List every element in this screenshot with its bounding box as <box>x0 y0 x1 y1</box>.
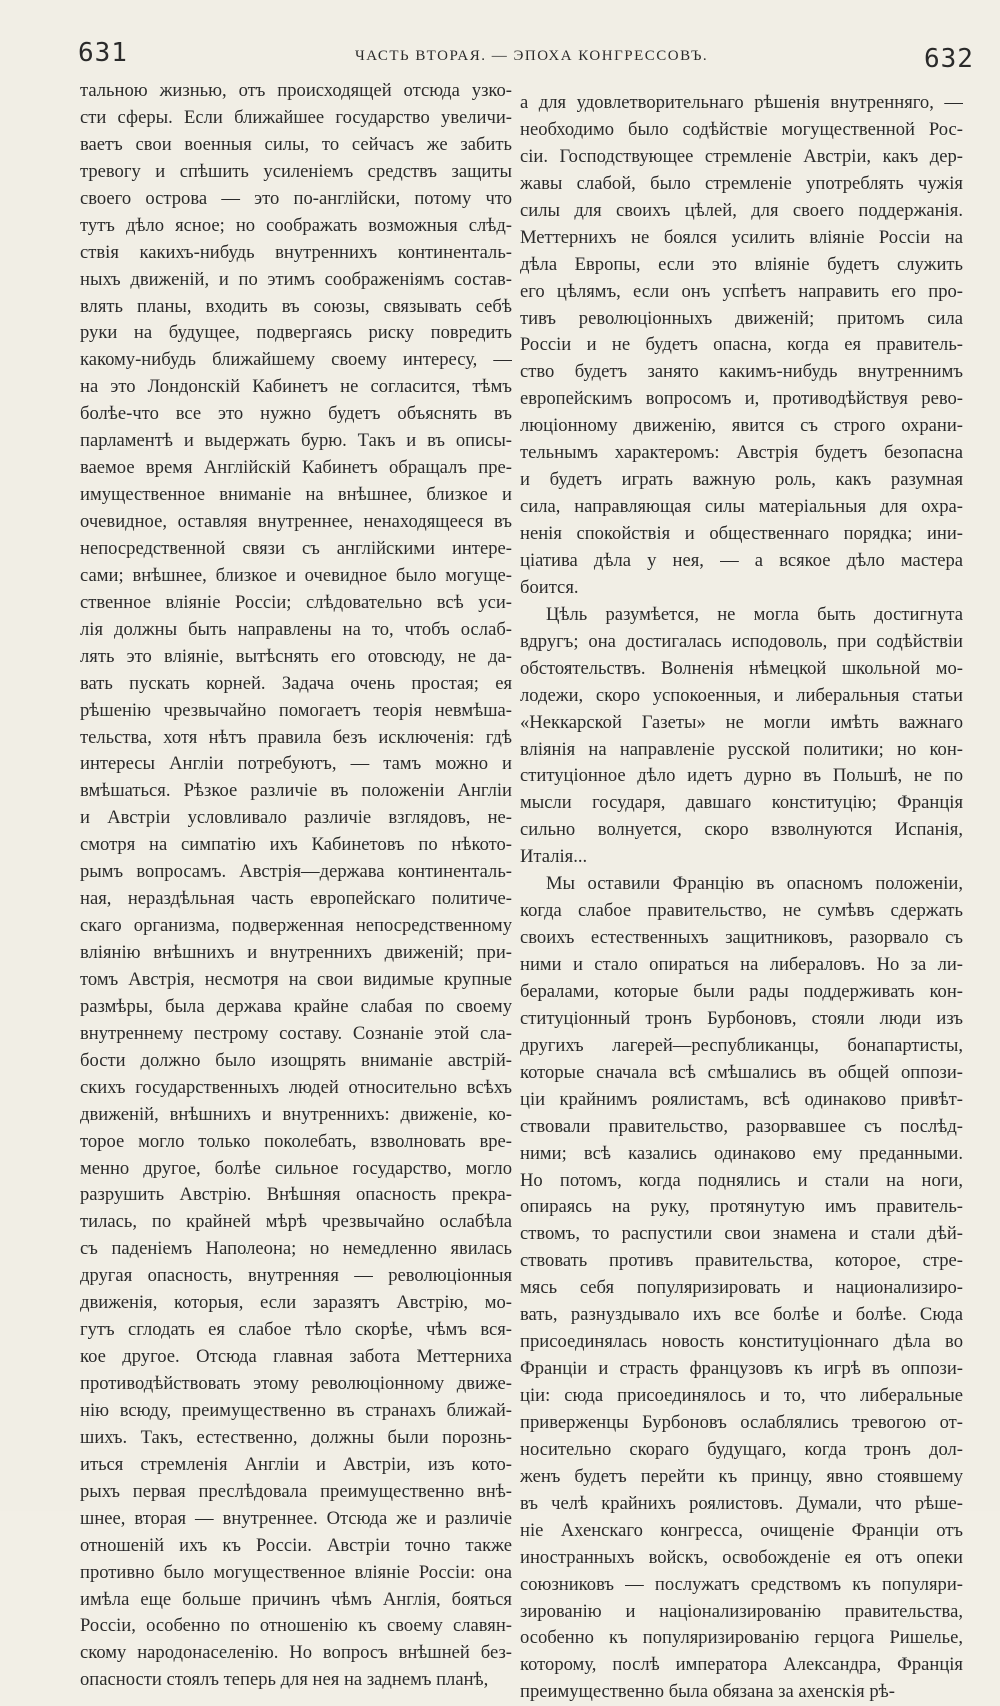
text-line: парламентѣ и выдержать бурю. Такъ и въ описы- <box>80 430 512 452</box>
text-line: скаго организма, подверженная непосредственному <box>80 915 512 937</box>
running-title: ЧАСТЬ ВТОРАЯ. — ЭПОХА КОНГРЕССОВЪ. <box>355 48 709 64</box>
text-line: особенно къ популяризированію герцога Ришелье, <box>520 1627 963 1649</box>
text-line: когда слабое правительство, не сумѣвъ сдержать <box>520 900 963 922</box>
text-line: тревогу и спѣшить усиленіемъ средствъ защиты <box>80 160 512 182</box>
text-line: вать пускать корней. Задача очень простая; ея <box>80 672 512 694</box>
text-line: женъ будетъ перейти къ принцу, явно стоявшему <box>520 1465 963 1487</box>
text-line: ненія спокойствія и общественнаго порядка; ини- <box>520 523 963 544</box>
text-line: движенія, которыя, если заразятъ Австрію, мо- <box>80 1292 512 1314</box>
text-line: ними; всѣ казались одинаково ему преданными. <box>520 1142 963 1164</box>
text-line: нію всюду, преимущественно въ странахъ ближай- <box>80 1399 512 1421</box>
text-line: обстоятельствъ. Волненія нѣмецкой школьной мо- <box>520 657 963 679</box>
text-line: руки на будущее, подвергаясь риску повредить <box>80 322 512 344</box>
text-line: жавы слабой, было стремленіе употреблять чужія <box>520 172 963 194</box>
text-line: ціи: сюда присоединялось и то, что либеральные <box>520 1385 963 1406</box>
text-line: зированію и націонализированію правительства, <box>520 1600 963 1622</box>
text-line: непосредственной связи съ англійскими интере- <box>80 537 512 559</box>
text-line: вліянія на направленіе русской политики; но кон- <box>520 738 963 760</box>
page-header <box>0 0 1000 80</box>
text-line: ная, нераздѣльная часть европейскаго политиче- <box>80 888 512 910</box>
text-line: сами; внѣшнее, близкое и очевидное было могуще- <box>80 564 512 586</box>
text-line: другая опасность, внутренняя — революціонныя <box>80 1265 512 1287</box>
text-line: тельства, хотя нѣтъ правила безъ исключенія: гдѣ <box>80 726 512 748</box>
text-line: своего острова — это по-англійски, потому что <box>80 187 512 209</box>
text-line: его цѣлямъ, если онъ успѣетъ направить его про- <box>520 280 963 302</box>
text-line: съ паденіемъ Наполеона; но немедленно явилась <box>80 1238 512 1260</box>
text-line: иностранныхъ войскъ, освобожденіе ея отъ опеки <box>520 1546 963 1568</box>
text-line: тутъ дѣло ясное; но соображать возможныя слѣд- <box>80 214 512 236</box>
text-line: разрушить Австрію. Внѣшняя опасность прекра- <box>80 1184 512 1206</box>
text-line: тилась, по крайней мѣрѣ чрезвычайно ослабѣла <box>80 1211 512 1233</box>
text-line: ственное вліяніе Россіи; слѣдовательно всѣ уси- <box>80 591 512 613</box>
text-line: скихъ государственныхъ людей относительно всѣхъ <box>80 1076 512 1098</box>
text-line: Меттернихъ не боялся усилить вліяніе Россіи на <box>520 226 963 248</box>
text-line: торое могло только поколебать, взволновать вре- <box>80 1130 512 1152</box>
text-line: которые сначала всѣ смѣшались въ общей оппози- <box>520 1061 963 1083</box>
text-line: приверженцы Бурбоновъ ослаблялись тревогою от- <box>520 1411 963 1433</box>
page-number-left: 631 <box>78 38 128 68</box>
text-line: размѣры, была держава крайне слабая по своему <box>80 995 512 1017</box>
text-line: кое другое. Отсюда главная забота Меттерниха <box>80 1346 512 1368</box>
text-line: бералами, которые были рады поддерживать кон- <box>520 980 963 1002</box>
text-line: силы для своихъ цѣлей, для своего поддержанія. <box>520 199 963 221</box>
text-line: мысли государя, давшаго конституцію; Франція <box>520 792 963 814</box>
text-line: Россіи, особенно по отношенію къ своему славян- <box>80 1615 512 1637</box>
text-line: носительно скораго будущаго, когда тронъ дол- <box>520 1438 963 1460</box>
text-line: скому народонаселенію. Но вопросъ внѣшней без- <box>80 1642 512 1664</box>
text-line: шнее, вторая — внутреннее. Отсюда же и различіе <box>80 1507 512 1529</box>
text-line: бости должно было изощрять вниманіе австрій- <box>80 1049 512 1071</box>
text-line: ваетъ свои военныя силы, то сейчасъ же забить <box>80 133 512 155</box>
text-line: Цѣль разумѣется, не могла быть достигнута <box>546 603 963 625</box>
text-line: Мы оставили Францію въ опасномъ положеніи, <box>546 873 963 895</box>
text-line: сти сферы. Если ближайшее государство увеличи- <box>80 106 512 128</box>
text-line: Италія... <box>520 846 588 868</box>
text-line: дѣла Европы, если это вліяніе будетъ служить <box>520 253 963 275</box>
text-line: тельнымъ характеромъ: Австрія будетъ безопасна <box>520 442 963 464</box>
text-line: шихъ. Такъ, естественно, должны были порознь- <box>80 1426 512 1448</box>
text-line: вать, разнуздывало ихъ все болѣе и болѣе. Сюда <box>520 1304 963 1326</box>
text-line: европейскимъ вопросомъ и, противодѣйствуя рево- <box>520 388 963 410</box>
text-line: влять планы, входить въ союзы, связывать себѣ <box>80 295 512 317</box>
text-line: ціатива дѣла у нея, — а всякое дѣло мастера <box>520 549 963 571</box>
text-line: ституціонное дѣло идетъ дурно въ Польшѣ, не по <box>520 765 963 787</box>
text-line: союзниковъ — послужатъ средствомъ къ популяри- <box>520 1573 963 1595</box>
text-line: рыхъ первая преслѣдовала преимущественно внѣ- <box>80 1480 512 1502</box>
text-line: рѣшенію чрезвычайно помогаетъ теорія невмѣша- <box>80 699 512 721</box>
text-line: Франціи и страсть французовъ къ игрѣ въ оппози- <box>520 1358 963 1380</box>
text-line: томъ Австрія, несмотря на свои видимые крупные <box>80 968 512 990</box>
text-line: ствовали правительство, разорвавшее съ послѣд- <box>520 1115 963 1137</box>
text-line: лять это вліяніе, вытѣснять его отовсюду, не да- <box>80 645 512 667</box>
text-line: люціонному движенію, явится съ строго охрани- <box>520 415 963 437</box>
text-line: болѣе-что все это нужно будетъ объяснять въ <box>80 403 512 425</box>
text-line: на это Лондонскій Кабинетъ не согласится, тѣмъ <box>80 376 512 398</box>
text-line: мясь себя популяризировать и национализиро- <box>520 1277 963 1299</box>
text-line: тальною жизнью, отъ происходящей отсюда узко- <box>80 80 512 101</box>
text-line: лія должны быть направлены на то, чтобъ ослаб- <box>80 618 512 640</box>
text-line: гутъ сглодать ея слабое тѣло скорѣе, чѣмъ вся- <box>80 1319 512 1341</box>
text-line: и Австріи условливало различіе взглядовъ, не- <box>80 807 512 829</box>
text-line: менно другое, болѣе сильное государство, могло <box>80 1157 512 1179</box>
text-line: а для удовлетворительнаго рѣшенія внутренняго, — <box>520 92 963 113</box>
text-line: присоединялась новость конституціоннаго дѣла во <box>520 1331 963 1353</box>
text-line: ними и стало опираться на либераловъ. Но за ли- <box>520 954 963 975</box>
text-line: ціи крайнимъ роялистамъ, всѣ одинаково привѣт- <box>520 1088 963 1110</box>
text-line: ныхъ движеній, и по этимъ соображеніямъ состав- <box>80 268 512 290</box>
text-line: очевидное, оставляя внутреннее, ненаходящееся въ <box>80 511 512 532</box>
text-line: и будетъ играть важную роль, какъ разумная <box>520 469 963 491</box>
text-line: ваемое время Англійскій Кабинетъ обращалъ пре- <box>80 457 512 479</box>
text-line: интересы Англіи потребуютъ, — тамъ можно и <box>80 753 512 775</box>
text-line: другихъ лагерей—республиканцы, бонапартисты, <box>520 1034 963 1056</box>
text-line: «Неккарской Газеты» не могли имѣть важнаго <box>520 711 963 733</box>
text-line: ствія какихъ-нибудь внутреннихъ континенталь- <box>80 241 512 263</box>
text-line: ніе Ахенскаго конгресса, очищеніе Франціи отъ <box>520 1519 963 1541</box>
text-line: ство будетъ занято какимъ-нибудь внутреннимъ <box>520 361 963 383</box>
text-line: боится. <box>520 576 579 598</box>
text-line: смотря на симпатію ихъ Кабинетовъ по нѣкото- <box>80 834 512 856</box>
text-line: сильно волнуется, скоро взволнуются Испанія, <box>520 819 963 841</box>
left-column <box>80 78 512 1694</box>
right-column <box>520 90 963 1706</box>
page-number-right: 632 <box>924 44 974 74</box>
text-line: преимущественно была обязана за ахенскія рѣ- <box>520 1681 895 1703</box>
text-line: сіи. Господствующее стремленіе Австріи, какъ дер- <box>520 145 963 167</box>
text-line: опасности стоялъ теперь для нея на заднемъ планѣ, <box>80 1669 489 1691</box>
text-line: лодежи, скоро успокоенныя, и либеральныя статьи <box>520 684 963 706</box>
text-line: которому, послѣ императора Александра, Франція <box>520 1654 963 1676</box>
text-line: своихъ естественныхъ защитниковъ, разорвало съ <box>520 927 963 949</box>
text-line: противодѣйствовать этому революціонному движе- <box>80 1373 512 1394</box>
text-line: вмѣшаться. Рѣзкое различіе въ положеніи Англіи <box>80 780 512 802</box>
text-line: въ челѣ крайнихъ роялистовъ. Думали, что рѣше- <box>520 1492 963 1514</box>
text-line: внутреннему пестрому составу. Сознаніе этой сла- <box>80 1022 512 1044</box>
text-line: вліянію внѣшнихъ и внутреннихъ движеній; при- <box>80 942 512 963</box>
text-line: имущественное вниманіе на внѣшнее, близкое и <box>80 484 512 506</box>
text-line: рымъ вопросамъ. Австрія—держава континенталь- <box>80 861 512 883</box>
text-line: ствомъ, то распустили свои знамена и стали дѣй- <box>520 1223 963 1245</box>
text-line: имѣла еще больше причинъ чѣмъ Англія, бояться <box>80 1588 512 1610</box>
text-line: ствовать противъ правительства, которое, стре- <box>520 1250 963 1272</box>
text-line: противно было могущественное вліяніе Россіи: она <box>80 1561 512 1583</box>
text-line: отношеній ихъ къ Россіи. Австріи точно также <box>80 1534 512 1556</box>
text-line: вдругъ; она достигалась исподоволь, при содѣйствіи <box>520 630 963 652</box>
text-line: движеній, внѣшнихъ и внутреннихъ: движеніе, ко- <box>80 1103 512 1125</box>
text-line: ституціонный тронъ Бурбоновъ, стояли люди изъ <box>520 1007 963 1029</box>
text-line: сила, направляющая силы матеріальныя для охра- <box>520 496 963 518</box>
text-line: тивъ революціонныхъ движеній; притомъ сила <box>520 307 963 329</box>
text-line: какому-нибудь ближайшему своему интересу, — <box>80 349 512 371</box>
text-line: Но потомъ, когда поднялись и стали на ноги, <box>520 1169 963 1191</box>
text-line: Россіи и не будетъ опасна, когда ея правитель- <box>520 334 963 356</box>
text-line: иться стремленія Англіи и Австріи, изъ кото- <box>80 1453 512 1475</box>
text-line: опираясь на руку, протянутую имъ правитель- <box>520 1196 963 1218</box>
text-line: необходимо было содѣйствіе могущественной Рос- <box>520 118 963 140</box>
